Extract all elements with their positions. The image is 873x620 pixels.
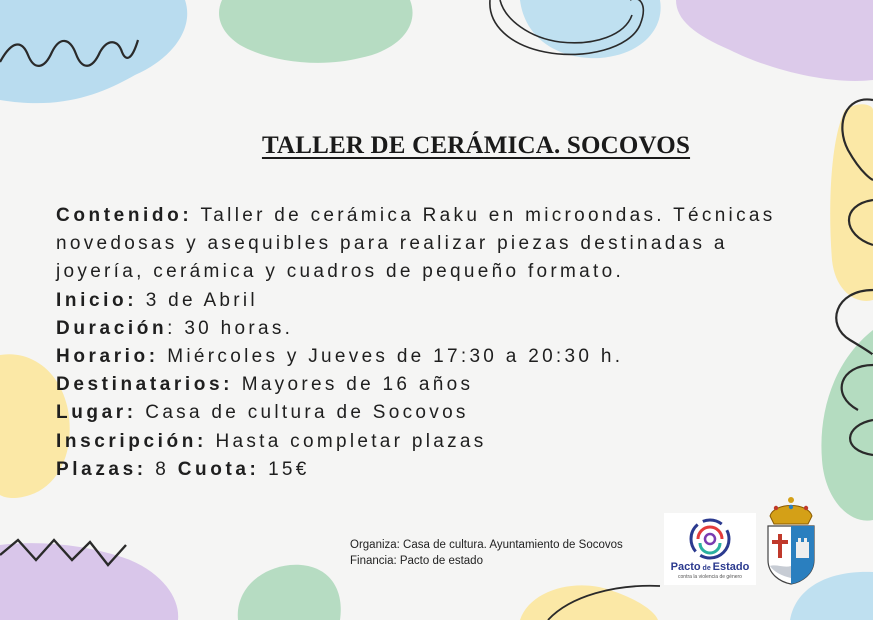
label-lugar: Lugar: [56, 402, 137, 424]
pacto-circle-icon [664, 513, 756, 563]
credits-organiza: Organiza: Casa de cultura. Ayuntamiento de Socovos [350, 539, 623, 551]
field-duracion [56, 315, 816, 343]
credits-financia: Financia: Pacto de estado [350, 555, 483, 567]
page-title: TALLER DE CERÁMICA. SOCOVOS [261, 132, 691, 159]
label-plazas: Plazas: [56, 458, 147, 480]
value-contenido: Taller de cerámica Raku en microondas. Técnicas novedosas y asequibles para realizar piezas destinadas a joyería, cerámica y cuadros de pequeño formato. [56, 205, 776, 283]
label-cuota: Cuota: [177, 458, 260, 480]
field-inicio [56, 287, 816, 315]
blob-green-right [821, 330, 873, 521]
socovos-coat-of-arms-icon [762, 494, 820, 586]
label-contenido: Contenido: [56, 205, 193, 226]
blob-green-bottom [238, 565, 341, 620]
field-contenido [56, 202, 816, 287]
value-inscripcion: Hasta completar plazas [206, 430, 487, 452]
blob-green-top [219, 0, 413, 63]
value-horario: Miércoles y Jueves de 17:30 a 20:30 h. [158, 346, 624, 368]
value-destinatarios: Mayores de 16 años [233, 374, 474, 396]
label-destinatarios: Destinatarios: [56, 374, 234, 396]
blob-blue-top [520, 0, 661, 58]
field-plazas-cuota [56, 456, 816, 484]
blob-purple-bottom-left [0, 543, 178, 620]
label-inscripcion: Inscripción: [56, 430, 207, 452]
pacto-de-estado-logo [664, 513, 756, 585]
pacto-logo-subtitle: contra la violencia de género [678, 574, 742, 580]
value-duracion: : 30 horas. [167, 317, 294, 339]
blob-yellow-bottom [520, 585, 658, 620]
field-destinatarios [56, 371, 816, 399]
blob-blue-top-left [0, 0, 187, 103]
label-inicio: Inicio: [56, 289, 138, 311]
pacto-logo-name: Pacto de Estado [670, 561, 750, 573]
credits [350, 537, 623, 569]
value-cuota: 15€ [259, 458, 310, 480]
value-inicio: 3 de Abril [137, 289, 258, 311]
field-lugar [56, 399, 816, 427]
field-horario [56, 343, 816, 371]
value-plazas: 8 [146, 458, 178, 480]
event-details [56, 202, 816, 484]
label-horario: Horario: [56, 346, 159, 368]
field-inscripcion [56, 428, 816, 456]
blob-purple-top-right [676, 0, 873, 81]
value-lugar: Casa de cultura de Socovos [136, 402, 469, 424]
label-duracion: Duración [56, 317, 168, 339]
